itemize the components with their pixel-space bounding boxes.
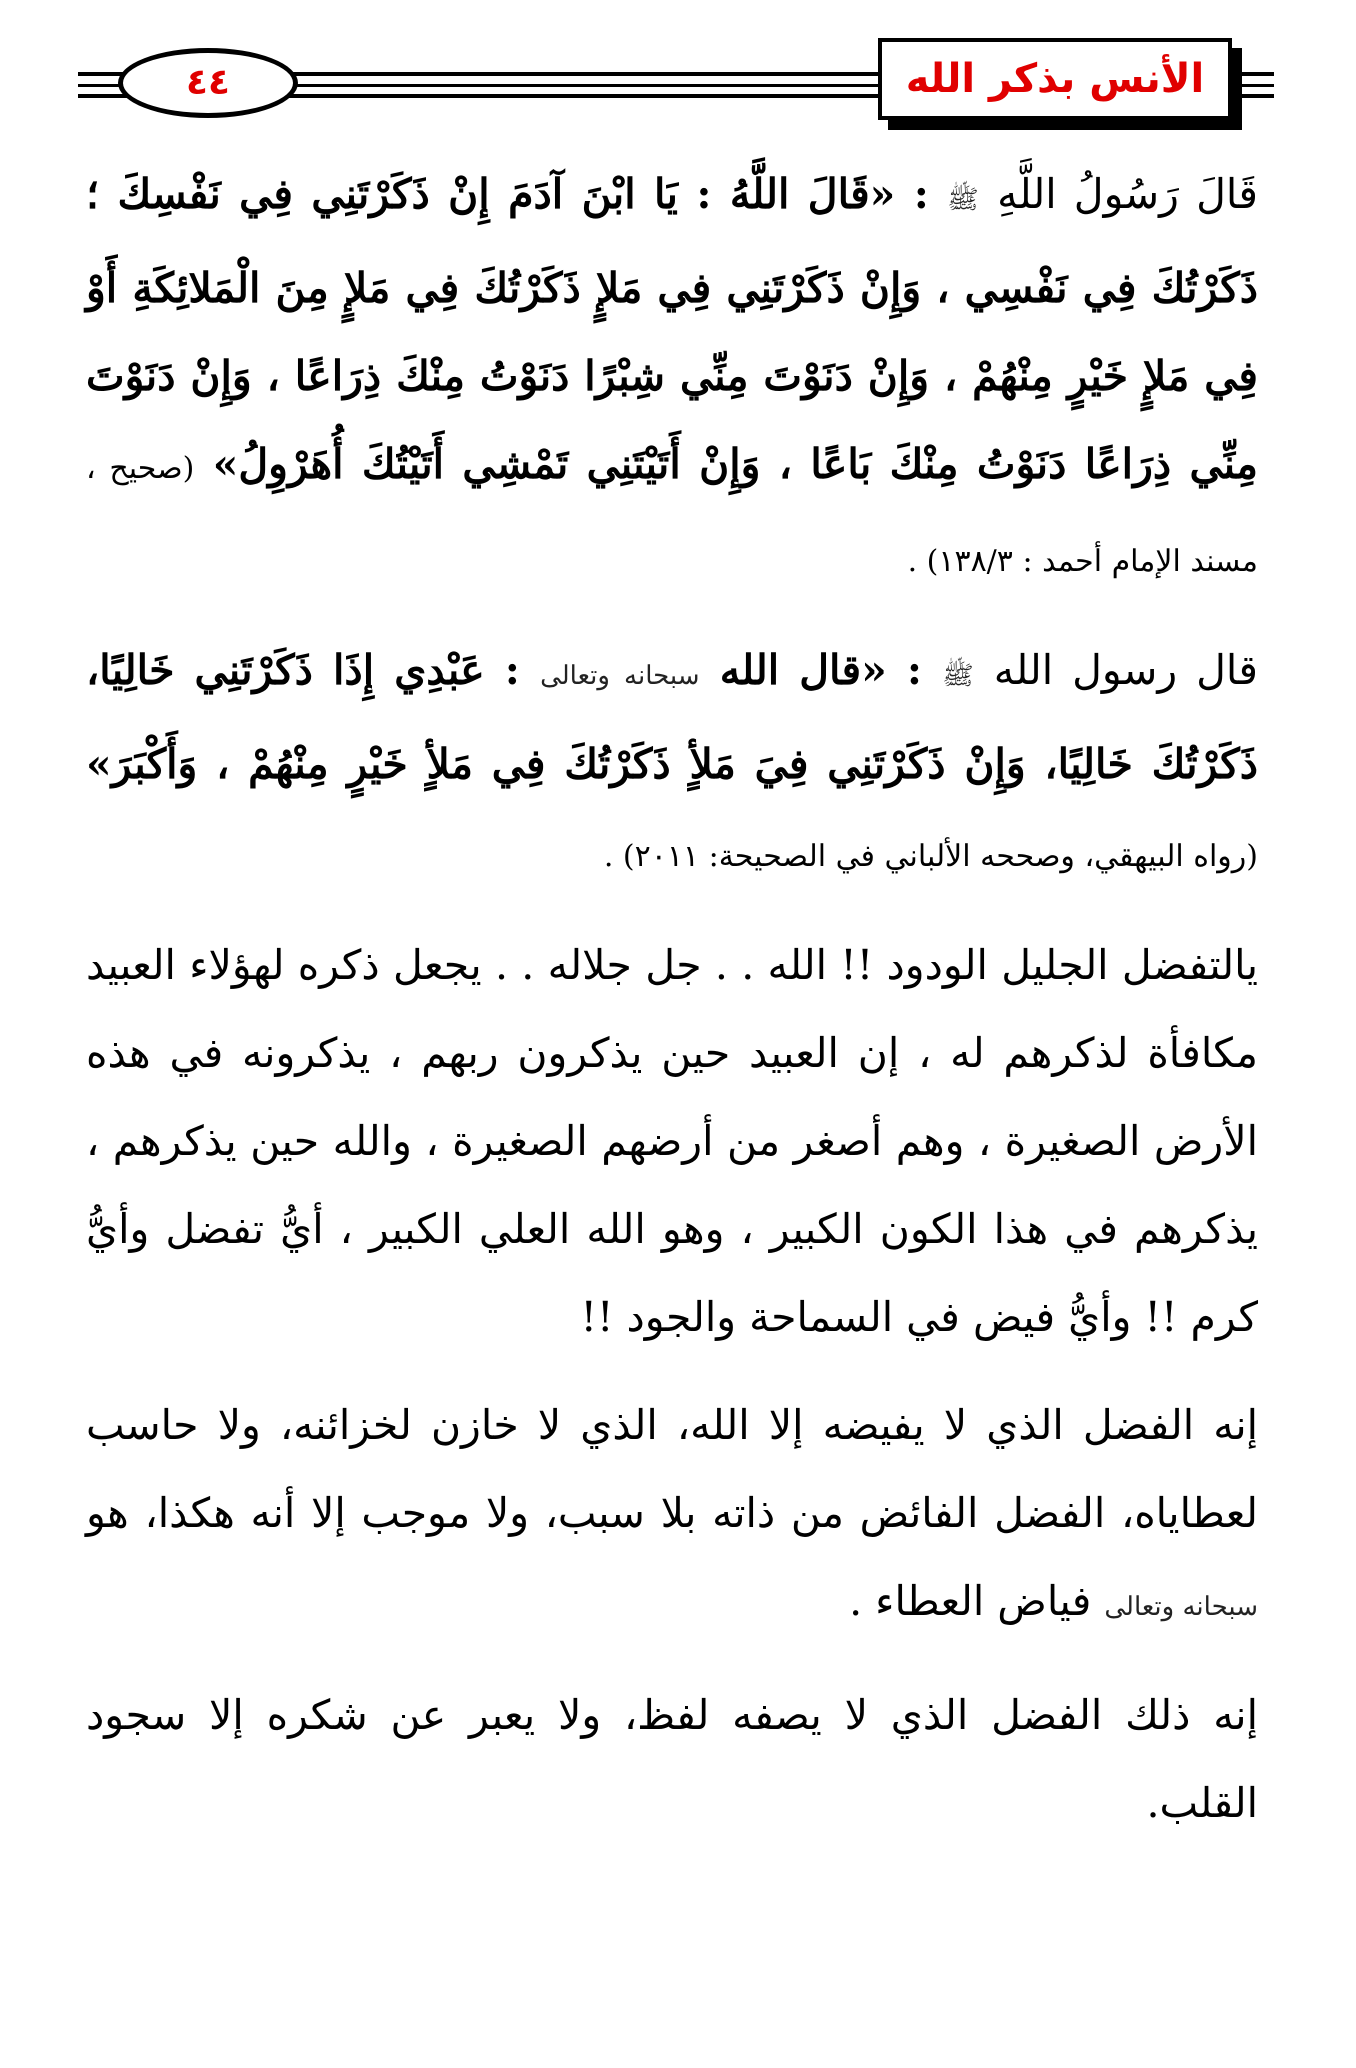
body-text: إنه الفضل الذي لا يفيضه إلا الله، الذي لا خازن لخزائنه، ولا حاسب لعطاياه، الفضل الفائض من ذاته بلا سبب، ولا موجب إلا أنه هكذا، هو bbox=[86, 1401, 1258, 1537]
hadith-paragraph bbox=[86, 626, 1258, 901]
page-header bbox=[78, 34, 1274, 132]
hadith-paragraph bbox=[86, 150, 1258, 606]
hadith-citation: (صحيح ، مسند الإمام أحمد : ١٣٨/٣) . bbox=[86, 451, 1258, 579]
subhanahu-glyph: سبحانه وتعالى bbox=[1104, 1592, 1258, 1622]
title-box-frame bbox=[878, 38, 1232, 120]
hadith-intro: قال رسول الله bbox=[993, 646, 1258, 694]
subhanahu-glyph: سبحانه وتعالى bbox=[540, 661, 700, 691]
salawat-glyph: ﷺ bbox=[942, 661, 974, 691]
hadith-intro: قَالَ رَسُولُ اللَّهِ bbox=[997, 170, 1258, 218]
body-paragraph: يالتفضل الجليل الودود !! الله . . جل جلاله . . يجعل ذكره لهؤلاء العبيد مكافأة لذكرهم له ، إن العبيد حين يذكرون ربهم ، يذكرونه في هذه الأرض الصغيرة ، وهم أصغر من أرضهم الصغيرة ، والله حين يذكرهم ، يذكرهم في هذا الكون الكبير ، وهو الله العلي الكبير ، أيُّ تفضل وأيُّ كرم !! وأيُّ فيض في السماحة والجود !! bbox=[86, 941, 1258, 1341]
page-content bbox=[86, 150, 1258, 1847]
hadith-quote: : «قال الله bbox=[719, 646, 923, 694]
salawat-glyph: ﷺ bbox=[947, 185, 979, 215]
page-number-badge bbox=[118, 48, 298, 118]
hadith-citation: (رواه البيهقي، وصححه الألباني في الصحيحة: ٢٠١١) . bbox=[603, 839, 1258, 874]
book-title-box bbox=[878, 34, 1300, 132]
hadith-quote: : «قَالَ اللَّهُ : يَا ابْنَ آدَمَ إِنْ ذَكَرْتَنِي فِي نَفْسِكَ ؛ ذَكَرْتُكَ فِي نَفْسِي ، وَإِنْ ذَكَرْتَنِي فِي مَلإٍ ذَكَرْتُكَ فِي مَلإٍ مِنَ الْمَلائِكَةِ أَوْ فِي مَلإٍ خَيْرٍ مِنْهُمْ ، وَإِنْ دَنَوْتَ مِنِّي شِبْرًا دَنَوْتُ مِنْكَ ذِرَاعًا ، وَإِنْ دَنَوْتَ مِنِّي ذِرَاعًا دَنَوْتُ مِنْكَ بَاعًا ، وَإِنْ أَتَيْتَنِي تَمْشِي أَتَيْتُكَ أُهَرْوِلُ» bbox=[86, 170, 1259, 488]
book-title: الأنس بذكر الله bbox=[905, 56, 1205, 102]
body-paragraph bbox=[86, 1381, 1258, 1651]
page-number: ٤٤ bbox=[186, 62, 230, 103]
hadith-quote: : عَبْدِي إِذَا ذَكَرْتَنِي خَالِيًا، ذَكَرْتُكَ خَالِيًا، وَإِنْ ذَكَرْتَنِي فِيَ مَلأٍ ذَكَرْتُكَ فِي مَلأٍ خَيْرٍ مِنْهُمْ ، وَأَكْبَرَ» bbox=[86, 646, 1258, 788]
body-paragraph: إنه ذلك الفضل الذي لا يصفه لفظ، ولا يعبر عن شكره إلا سجود القلب. bbox=[86, 1691, 1258, 1827]
body-text: فياض العطاء . bbox=[849, 1577, 1092, 1625]
